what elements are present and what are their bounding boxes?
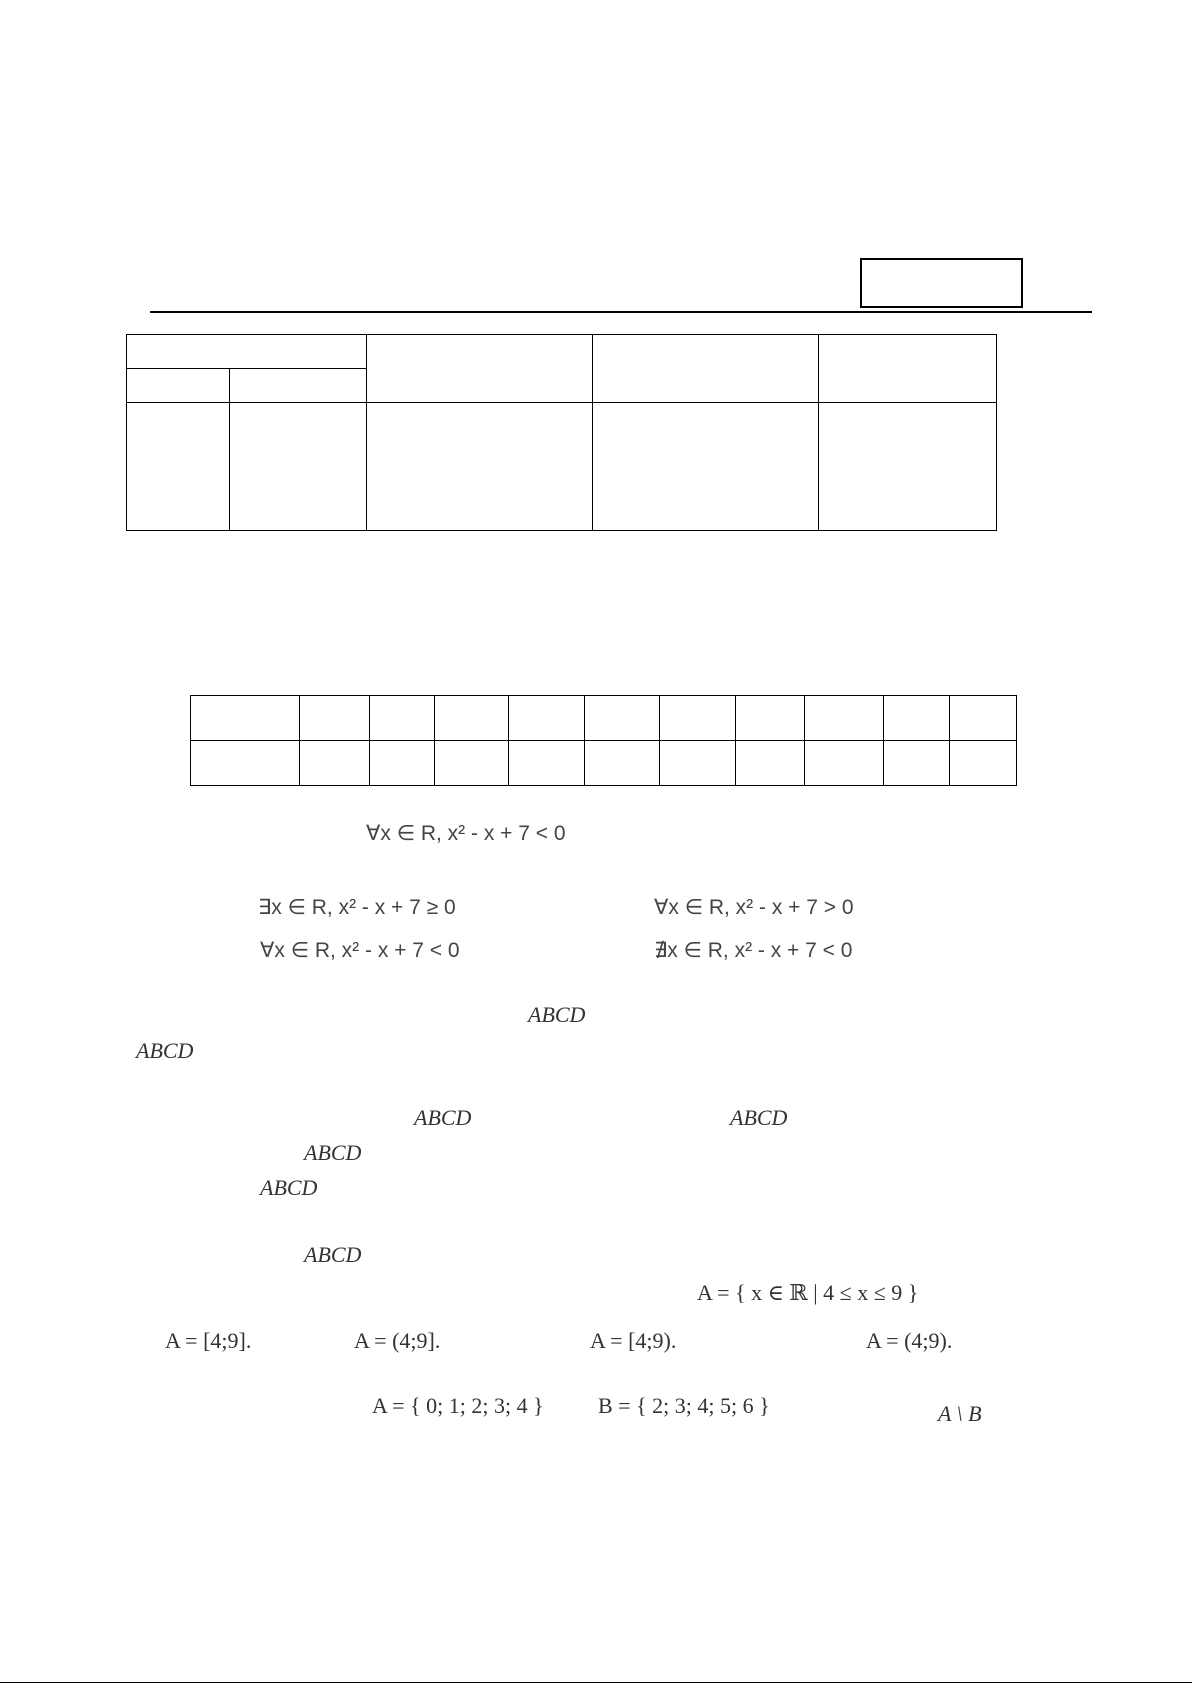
answer-cell xyxy=(435,696,509,741)
interval-option-a: A = [4;9]. xyxy=(165,1328,252,1353)
interval-option-b: A = (4;9]. xyxy=(354,1328,441,1353)
abcd-label: ABCD xyxy=(414,1105,472,1130)
negation-option-a: ∃x ∈ R, x² - x + 7 ≥ 0 xyxy=(258,896,456,919)
interval-option-c: A = [4;9). xyxy=(590,1328,677,1353)
negation-option-c: ∀x ∈ R, x² - x + 7 < 0 xyxy=(260,939,460,962)
score-table-cell xyxy=(127,403,230,531)
footer-rule xyxy=(0,1682,1192,1683)
score-table-cell xyxy=(593,403,819,531)
score-table-cell xyxy=(593,335,819,403)
score-table-cell xyxy=(127,335,367,369)
answer-cell xyxy=(585,696,660,741)
answer-cell xyxy=(370,741,435,786)
header-rule xyxy=(150,311,1092,313)
abcd-label: ABCD xyxy=(730,1105,788,1130)
set-b: B = { 2; 3; 4; 5; 6 } xyxy=(598,1393,770,1418)
answer-cell xyxy=(736,696,805,741)
abcd-label: ABCD xyxy=(136,1038,194,1063)
abcd-label: ABCD xyxy=(304,1242,362,1267)
score-table-cell xyxy=(230,403,367,531)
negation-option-b: ∀x ∈ R, x² - x + 7 > 0 xyxy=(654,896,854,919)
score-table-cell xyxy=(127,369,230,403)
answer-cell xyxy=(191,696,300,741)
answer-cell xyxy=(884,741,950,786)
answer-cell xyxy=(300,696,370,741)
answer-cell xyxy=(509,741,585,786)
answer-cell xyxy=(950,741,1017,786)
abcd-label: ABCD xyxy=(528,1002,586,1027)
score-box xyxy=(860,258,1023,308)
score-table-cell xyxy=(819,403,997,531)
answer-cell xyxy=(509,696,585,741)
answer-cell xyxy=(950,696,1017,741)
answer-cell xyxy=(660,741,736,786)
answer-cell xyxy=(300,741,370,786)
score-table-cell xyxy=(230,369,367,403)
answer-cell xyxy=(736,741,805,786)
answer-cell xyxy=(585,741,660,786)
answer-table xyxy=(190,695,1017,786)
answer-cell xyxy=(370,696,435,741)
abcd-label: ABCD xyxy=(260,1175,318,1200)
score-table-cell xyxy=(367,335,593,403)
answer-cell xyxy=(884,696,950,741)
answer-cell xyxy=(805,741,884,786)
negation-statement: ∀x ∈ R, x² - x + 7 < 0 xyxy=(366,822,566,845)
set-difference-target: A \ B xyxy=(938,1401,982,1426)
answer-cell xyxy=(191,741,300,786)
negation-option-d: ∄x ∈ R, x² - x + 7 < 0 xyxy=(654,939,853,962)
score-table xyxy=(126,334,997,531)
answer-cell xyxy=(805,696,884,741)
set-a: A = { 0; 1; 2; 3; 4 } xyxy=(372,1393,544,1418)
answer-cell xyxy=(435,741,509,786)
answer-cell xyxy=(660,696,736,741)
score-table-cell xyxy=(819,335,997,403)
abcd-label: ABCD xyxy=(304,1140,362,1165)
score-table-cell xyxy=(367,403,593,531)
interval-statement: A = { x ∈ ℝ | 4 ≤ x ≤ 9 } xyxy=(697,1280,919,1305)
interval-option-d: A = (4;9). xyxy=(866,1328,953,1353)
